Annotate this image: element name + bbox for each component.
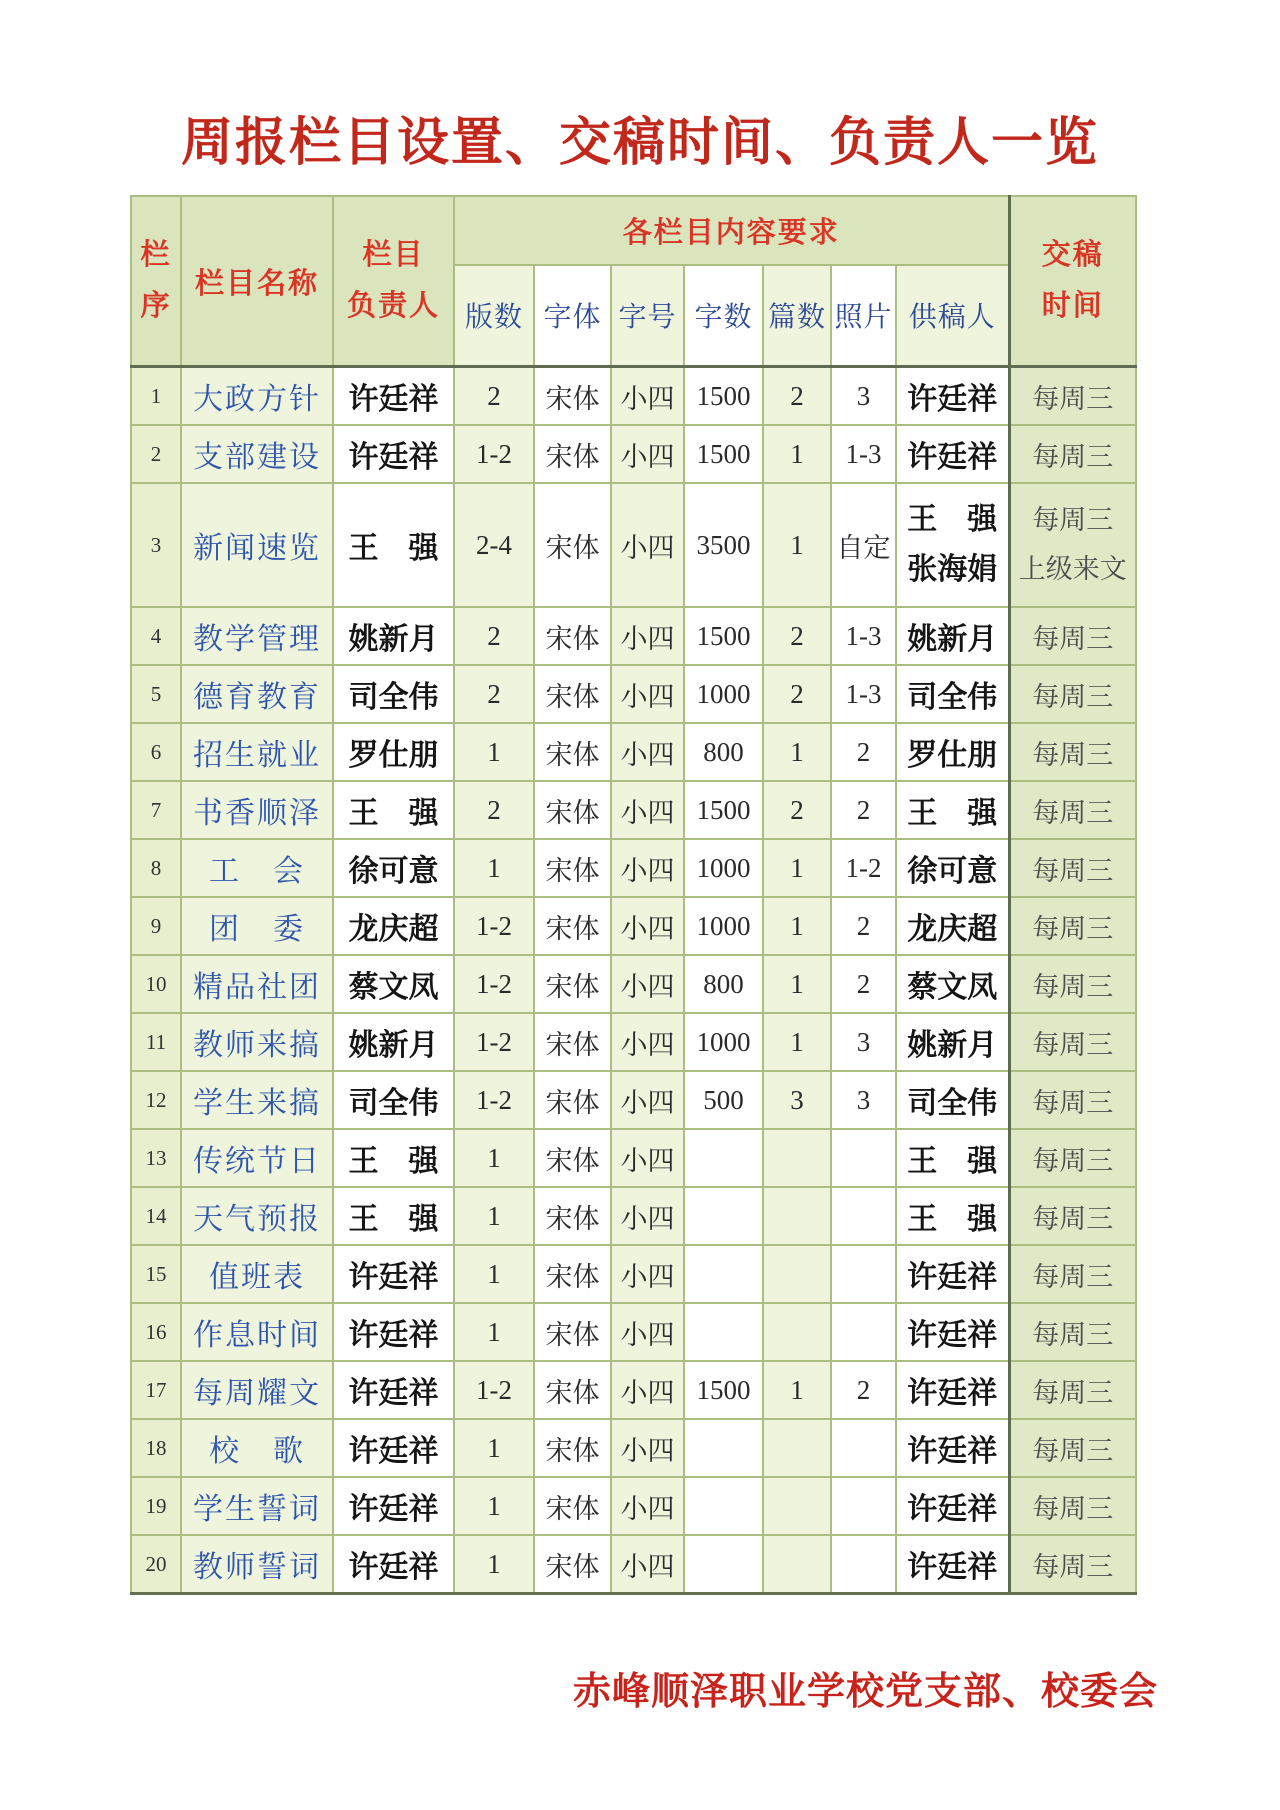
header-column-index (131, 196, 181, 367)
cell-contributor: 蔡文凤 (896, 955, 1009, 1013)
cell-column-title: 大政方针 (181, 367, 333, 426)
cell-word-count: 1000 (684, 897, 763, 955)
cell-deadline: 每周三 (1009, 1245, 1136, 1303)
cell-font: 宋体 (534, 1535, 611, 1594)
cell-owner: 王 强 (333, 483, 454, 607)
cell-contributor: 许廷祥 (896, 425, 1009, 483)
cell-column-title: 教学管理 (181, 607, 333, 665)
table-row (131, 483, 1136, 607)
cell-pages: 1-2 (454, 897, 534, 955)
table-row (131, 839, 1136, 897)
header-column-name-label: 栏目名称 (194, 267, 319, 300)
cell-contributor: 许廷祥 (896, 367, 1009, 426)
header-content-requirements-label: 各栏目内容要求 (622, 216, 840, 249)
cell-word-count (684, 1477, 763, 1535)
cell-index: 16 (131, 1303, 181, 1361)
cell-index: 7 (131, 781, 181, 839)
cell-word-count: 800 (684, 955, 763, 1013)
cell-contributor: 王 强 张海娟 (896, 483, 1009, 607)
cell-deadline: 每周三 上级来文 (1009, 483, 1136, 607)
cell-index: 15 (131, 1245, 181, 1303)
cell-index: 14 (131, 1187, 181, 1245)
cell-pages: 1 (454, 839, 534, 897)
cell-owner: 许廷祥 (333, 425, 454, 483)
cell-index: 20 (131, 1535, 181, 1594)
cell-word-count (684, 1303, 763, 1361)
cell-column-title: 新闻速览 (181, 483, 333, 607)
cell-column-title: 传统节日 (181, 1129, 333, 1187)
cell-photos (831, 1477, 896, 1535)
cell-index: 6 (131, 723, 181, 781)
cell-word-count (684, 1187, 763, 1245)
cell-pages: 2 (454, 665, 534, 723)
cell-word-count: 1500 (684, 367, 763, 426)
cell-contributor: 罗仕朋 (896, 723, 1009, 781)
cell-font: 宋体 (534, 1129, 611, 1187)
cell-pages: 1 (454, 1245, 534, 1303)
cell-word-count: 1500 (684, 781, 763, 839)
table-row (131, 897, 1136, 955)
header-column-index-label: 栏 序 (140, 239, 172, 322)
header-row-main (131, 196, 1136, 265)
cell-column-title: 作息时间 (181, 1303, 333, 1361)
header-sub-word-count: 字数 (684, 265, 763, 367)
table-row (131, 1129, 1136, 1187)
cell-owner: 司全伟 (333, 665, 454, 723)
cell-pages: 1 (454, 1477, 534, 1535)
cell-index: 12 (131, 1071, 181, 1129)
cell-index: 19 (131, 1477, 181, 1535)
cell-font: 宋体 (534, 607, 611, 665)
header-column-owner (333, 196, 454, 367)
cell-column-title: 精品社团 (181, 955, 333, 1013)
cell-article-count: 1 (763, 1361, 831, 1419)
cell-owner: 许廷祥 (333, 1361, 454, 1419)
cell-deadline: 每周三 (1009, 1419, 1136, 1477)
cell-article-count (763, 1303, 831, 1361)
cell-contributor: 徐可意 (896, 839, 1009, 897)
cell-photos: 2 (831, 1361, 896, 1419)
cell-font: 宋体 (534, 367, 611, 426)
cell-font: 宋体 (534, 1013, 611, 1071)
cell-word-count: 3500 (684, 483, 763, 607)
cell-font: 宋体 (534, 483, 611, 607)
cell-column-title: 支部建设 (181, 425, 333, 483)
cell-font: 宋体 (534, 839, 611, 897)
cell-pages: 1-2 (454, 955, 534, 1013)
cell-font: 宋体 (534, 955, 611, 1013)
cell-article-count: 1 (763, 425, 831, 483)
cell-owner: 姚新月 (333, 1013, 454, 1071)
cell-font-size: 小四 (611, 1129, 684, 1187)
table-row (131, 1535, 1136, 1594)
cell-font-size: 小四 (611, 1187, 684, 1245)
header-sub-font: 字体 (534, 265, 611, 367)
cell-contributor: 姚新月 (896, 607, 1009, 665)
cell-article-count: 2 (763, 607, 831, 665)
cell-photos (831, 1535, 896, 1594)
cell-pages: 1-2 (454, 425, 534, 483)
cell-article-count (763, 1245, 831, 1303)
document-sheet (130, 195, 1137, 1595)
cell-pages: 1-2 (454, 1071, 534, 1129)
cell-deadline: 每周三 (1009, 1129, 1136, 1187)
cell-column-title: 值班表 (181, 1245, 333, 1303)
cell-article-count: 2 (763, 781, 831, 839)
table-row (131, 955, 1136, 1013)
cell-owner: 王 强 (333, 781, 454, 839)
cell-photos: 2 (831, 955, 896, 1013)
cell-word-count: 1500 (684, 425, 763, 483)
cell-index: 9 (131, 897, 181, 955)
cell-pages: 2 (454, 607, 534, 665)
table-row (131, 1303, 1136, 1361)
cell-column-title: 团 委 (181, 897, 333, 955)
cell-photos: 3 (831, 367, 896, 426)
weekly-report-table (130, 195, 1137, 1595)
cell-column-title: 书香顺泽 (181, 781, 333, 839)
cell-owner: 王 强 (333, 1129, 454, 1187)
cell-deadline: 每周三 (1009, 1071, 1136, 1129)
cell-index: 5 (131, 665, 181, 723)
cell-owner: 许廷祥 (333, 1477, 454, 1535)
cell-deadline: 每周三 (1009, 955, 1136, 1013)
cell-photos: 1-2 (831, 839, 896, 897)
cell-deadline: 每周三 (1009, 1361, 1136, 1419)
cell-word-count: 1000 (684, 665, 763, 723)
cell-word-count (684, 1535, 763, 1594)
cell-font-size: 小四 (611, 367, 684, 426)
cell-contributor: 许廷祥 (896, 1477, 1009, 1535)
table-row (131, 1361, 1136, 1419)
cell-owner: 蔡文凤 (333, 955, 454, 1013)
cell-font-size: 小四 (611, 425, 684, 483)
cell-photos: 3 (831, 1013, 896, 1071)
cell-word-count: 1000 (684, 1013, 763, 1071)
cell-pages: 1-2 (454, 1013, 534, 1071)
cell-font-size: 小四 (611, 607, 684, 665)
table-row (131, 367, 1136, 426)
header-sub-font-size: 字号 (611, 265, 684, 367)
cell-owner: 姚新月 (333, 607, 454, 665)
cell-contributor: 许廷祥 (896, 1361, 1009, 1419)
cell-font: 宋体 (534, 1419, 611, 1477)
cell-photos (831, 1303, 896, 1361)
cell-pages: 1 (454, 1419, 534, 1477)
cell-font-size: 小四 (611, 723, 684, 781)
cell-deadline: 每周三 (1009, 1303, 1136, 1361)
cell-column-title: 教师誓词 (181, 1535, 333, 1594)
header-sub-pages: 版数 (454, 265, 534, 367)
cell-article-count: 1 (763, 723, 831, 781)
header-column-deadline-label: 交稿 时间 (1041, 239, 1104, 322)
cell-font-size: 小四 (611, 1013, 684, 1071)
cell-index: 13 (131, 1129, 181, 1187)
cell-deadline: 每周三 (1009, 425, 1136, 483)
cell-article-count: 1 (763, 955, 831, 1013)
header-column-deadline (1009, 196, 1136, 367)
cell-pages: 1-2 (454, 1361, 534, 1419)
cell-index: 11 (131, 1013, 181, 1071)
table-body (131, 367, 1136, 1594)
cell-owner: 许廷祥 (333, 367, 454, 426)
cell-font: 宋体 (534, 425, 611, 483)
cell-word-count (684, 1129, 763, 1187)
cell-index: 10 (131, 955, 181, 1013)
cell-font: 宋体 (534, 1303, 611, 1361)
cell-article-count: 1 (763, 897, 831, 955)
header-column-name (181, 196, 333, 367)
cell-index: 1 (131, 367, 181, 426)
cell-font: 宋体 (534, 1477, 611, 1535)
cell-word-count: 1500 (684, 1361, 763, 1419)
table-row (131, 607, 1136, 665)
cell-font: 宋体 (534, 1187, 611, 1245)
cell-article-count (763, 1129, 831, 1187)
cell-deadline: 每周三 (1009, 1187, 1136, 1245)
cell-index: 17 (131, 1361, 181, 1419)
cell-column-title: 学生誓词 (181, 1477, 333, 1535)
cell-font-size: 小四 (611, 1535, 684, 1594)
cell-column-title: 学生来搞 (181, 1071, 333, 1129)
cell-deadline: 每周三 (1009, 723, 1136, 781)
cell-word-count: 1500 (684, 607, 763, 665)
cell-font-size: 小四 (611, 955, 684, 1013)
header-sub-contributor: 供稿人 (896, 265, 1009, 367)
cell-font: 宋体 (534, 723, 611, 781)
table-row (131, 425, 1136, 483)
table-row (131, 1187, 1136, 1245)
cell-article-count: 1 (763, 483, 831, 607)
cell-owner: 许廷祥 (333, 1303, 454, 1361)
header-column-owner-label: 栏目 负责人 (346, 239, 440, 322)
header-sub-article-count: 篇数 (763, 265, 831, 367)
cell-font-size: 小四 (611, 897, 684, 955)
cell-photos: 1-3 (831, 425, 896, 483)
cell-contributor: 姚新月 (896, 1013, 1009, 1071)
cell-contributor: 司全伟 (896, 665, 1009, 723)
cell-index: 18 (131, 1419, 181, 1477)
table-row (131, 781, 1136, 839)
cell-contributor: 王 强 (896, 1129, 1009, 1187)
cell-index: 4 (131, 607, 181, 665)
cell-pages: 1 (454, 1129, 534, 1187)
cell-article-count (763, 1419, 831, 1477)
cell-index: 2 (131, 425, 181, 483)
cell-photos: 3 (831, 1071, 896, 1129)
cell-font-size: 小四 (611, 483, 684, 607)
cell-owner: 王 强 (333, 1187, 454, 1245)
cell-pages: 2 (454, 367, 534, 426)
cell-article-count: 1 (763, 839, 831, 897)
cell-deadline: 每周三 (1009, 665, 1136, 723)
cell-font-size: 小四 (611, 839, 684, 897)
cell-owner: 龙庆超 (333, 897, 454, 955)
table-row (131, 1245, 1136, 1303)
cell-article-count (763, 1535, 831, 1594)
cell-photos: 2 (831, 723, 896, 781)
cell-photos: 1-3 (831, 607, 896, 665)
cell-pages: 1 (454, 1535, 534, 1594)
cell-contributor: 王 强 (896, 1187, 1009, 1245)
cell-photos (831, 1129, 896, 1187)
page-title: 周报栏目设置、交稿时间、负责人一览 (180, 114, 1099, 172)
cell-column-title: 每周耀文 (181, 1361, 333, 1419)
cell-font: 宋体 (534, 665, 611, 723)
cell-article-count (763, 1187, 831, 1245)
cell-photos: 自定 (831, 483, 896, 607)
cell-deadline: 每周三 (1009, 367, 1136, 426)
cell-owner: 许廷祥 (333, 1419, 454, 1477)
table-row (131, 665, 1136, 723)
cell-column-title: 德育教育 (181, 665, 333, 723)
cell-word-count: 500 (684, 1071, 763, 1129)
cell-contributor: 王 强 (896, 781, 1009, 839)
cell-word-count (684, 1419, 763, 1477)
cell-font-size: 小四 (611, 1477, 684, 1535)
cell-pages: 2 (454, 781, 534, 839)
cell-font: 宋体 (534, 897, 611, 955)
header-sub-photos: 照片 (831, 265, 896, 367)
cell-column-title: 天气预报 (181, 1187, 333, 1245)
cell-word-count: 800 (684, 723, 763, 781)
cell-photos: 2 (831, 781, 896, 839)
cell-font-size: 小四 (611, 1303, 684, 1361)
cell-photos: 2 (831, 897, 896, 955)
cell-pages: 2-4 (454, 483, 534, 607)
table-row (131, 1477, 1136, 1535)
table-row (131, 1013, 1136, 1071)
header-content-requirements (454, 196, 1009, 265)
cell-font-size: 小四 (611, 665, 684, 723)
table-row (131, 1419, 1136, 1477)
cell-deadline: 每周三 (1009, 781, 1136, 839)
cell-contributor: 司全伟 (896, 1071, 1009, 1129)
cell-font: 宋体 (534, 1071, 611, 1129)
cell-owner: 罗仕朋 (333, 723, 454, 781)
cell-photos: 1-3 (831, 665, 896, 723)
cell-pages: 1 (454, 723, 534, 781)
cell-column-title: 教师来搞 (181, 1013, 333, 1071)
table-row (131, 1071, 1136, 1129)
cell-font-size: 小四 (611, 1245, 684, 1303)
cell-article-count: 2 (763, 665, 831, 723)
cell-font-size: 小四 (611, 1071, 684, 1129)
cell-owner: 许廷祥 (333, 1535, 454, 1594)
table-row (131, 723, 1136, 781)
cell-contributor: 许廷祥 (896, 1245, 1009, 1303)
cell-font-size: 小四 (611, 781, 684, 839)
cell-photos (831, 1419, 896, 1477)
cell-pages: 1 (454, 1303, 534, 1361)
cell-article-count: 1 (763, 1013, 831, 1071)
cell-index: 8 (131, 839, 181, 897)
cell-index: 3 (131, 483, 181, 607)
cell-font: 宋体 (534, 1361, 611, 1419)
cell-column-title: 招生就业 (181, 723, 333, 781)
cell-deadline: 每周三 (1009, 607, 1136, 665)
cell-column-title: 工 会 (181, 839, 333, 897)
cell-photos (831, 1187, 896, 1245)
cell-font-size: 小四 (611, 1419, 684, 1477)
cell-column-title: 校 歌 (181, 1419, 333, 1477)
cell-font: 宋体 (534, 1245, 611, 1303)
cell-deadline: 每周三 (1009, 897, 1136, 955)
cell-deadline: 每周三 (1009, 1535, 1136, 1594)
cell-pages: 1 (454, 1187, 534, 1245)
page-footer-signature: 赤峰顺泽职业学校党支部、校委会 (572, 1671, 1158, 1713)
cell-owner: 许廷祥 (333, 1245, 454, 1303)
cell-deadline: 每周三 (1009, 1477, 1136, 1535)
cell-deadline: 每周三 (1009, 839, 1136, 897)
cell-owner: 司全伟 (333, 1071, 454, 1129)
cell-article-count: 3 (763, 1071, 831, 1129)
cell-word-count: 1000 (684, 839, 763, 897)
cell-photos (831, 1245, 896, 1303)
cell-contributor: 许廷祥 (896, 1535, 1009, 1594)
cell-contributor: 许廷祥 (896, 1419, 1009, 1477)
cell-word-count (684, 1245, 763, 1303)
cell-deadline: 每周三 (1009, 1013, 1136, 1071)
cell-article-count (763, 1477, 831, 1535)
cell-article-count: 2 (763, 367, 831, 426)
cell-font-size: 小四 (611, 1361, 684, 1419)
cell-contributor: 龙庆超 (896, 897, 1009, 955)
cell-contributor: 许廷祥 (896, 1303, 1009, 1361)
cell-owner: 徐可意 (333, 839, 454, 897)
cell-font: 宋体 (534, 781, 611, 839)
